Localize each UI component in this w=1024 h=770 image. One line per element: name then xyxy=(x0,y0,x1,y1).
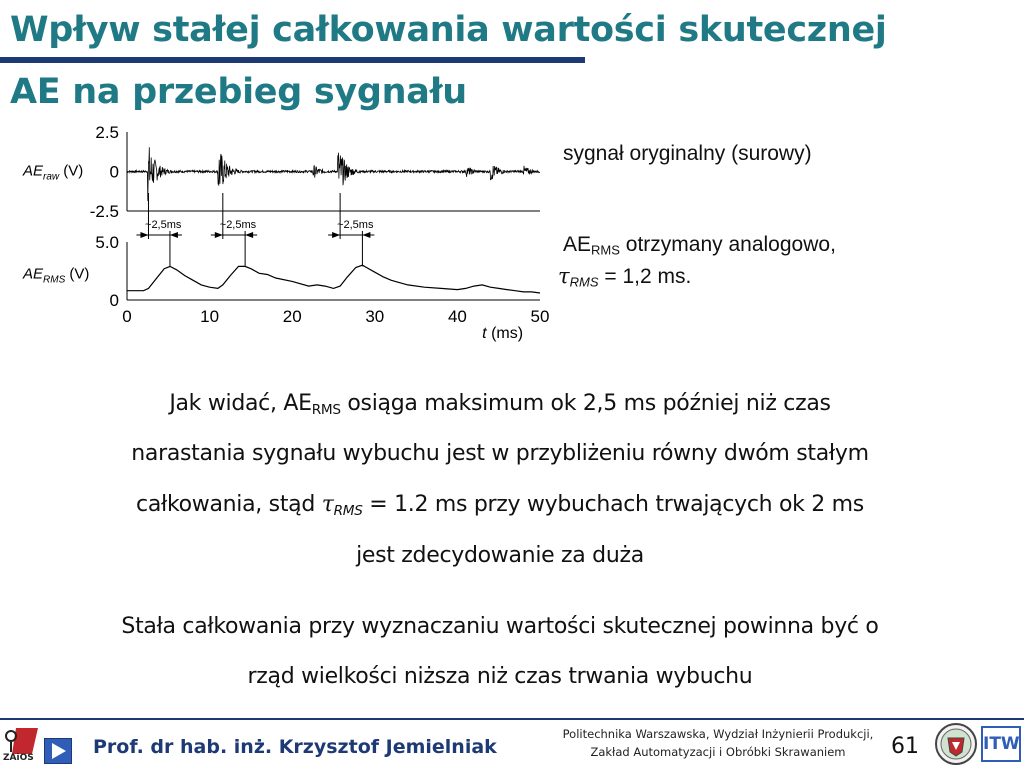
x-tick-label: 50 xyxy=(530,307,550,326)
rms-y-axis-label xyxy=(22,265,89,285)
body-sub-rms: RMS xyxy=(311,401,341,418)
delay-arrow-head xyxy=(215,232,223,238)
body-line-6: rząd wielkości niższa niż czas trwania wybuchu xyxy=(247,664,753,689)
x-label-italic: t xyxy=(482,325,487,342)
itw-logo-text: ITW xyxy=(983,734,1020,754)
tau-sub: RMS xyxy=(569,274,599,290)
body-line-2: narastania sygnału wybuchu jest w przybliżeniu równy dwóm stałym xyxy=(131,441,869,466)
university-emblem-icon xyxy=(934,722,978,766)
play-arrow-icon xyxy=(45,739,71,763)
tau-value: = 1,2 ms. xyxy=(598,265,692,288)
raw-ylabel-unit: (V) xyxy=(59,162,84,180)
raw-signal-panel xyxy=(22,123,540,221)
body-tau-symbol: τ xyxy=(321,492,334,517)
body-text: = 1.2 ms przy wybuchach trwających ok 2 ms xyxy=(362,492,864,517)
rms-y-tick-label: 0 xyxy=(109,291,119,310)
title-underline xyxy=(0,57,585,63)
x-label-unit: (ms) xyxy=(486,325,524,342)
raw-y-tick-label: -2.5 xyxy=(89,202,119,221)
rms-label-sub: RMS xyxy=(591,242,620,258)
x-tick-label: 30 xyxy=(365,307,385,326)
body-sub-rms: RMS xyxy=(333,502,363,519)
raw-ylabel-sub: raw xyxy=(43,171,60,183)
slide-title-line-2: AE na przebieg sygnału xyxy=(10,72,467,112)
rms-label-rest: otrzymany analogowo, xyxy=(619,233,836,256)
body-line-4: jest zdecydowanie za duża xyxy=(356,543,644,568)
institution-line-2: Zakład Automatyzacji i Obróbki Skrawaniem xyxy=(590,745,846,759)
rms-y-tick-label: 5.0 xyxy=(95,233,119,252)
rms-ylabel-main: AE xyxy=(23,265,44,283)
body-line-3 xyxy=(20,492,980,519)
author-name: Prof. dr hab. inż. Krzysztof Jemielniak xyxy=(93,736,497,758)
delay-annotation-label: ~2,5ms xyxy=(337,219,374,231)
rms-signal-panel xyxy=(22,233,549,342)
body-text: całkowania, stąd xyxy=(136,492,322,517)
rms-signal-label xyxy=(563,233,836,258)
institution-line-1: Politechnika Warszawska, Wydział Inżynierii Produkcji, xyxy=(562,727,874,741)
ae-signal-chart xyxy=(0,118,560,348)
rms-ylabel-unit: (V) xyxy=(65,265,90,283)
raw-y-axis-label xyxy=(22,163,83,183)
raw-signal-trace xyxy=(127,147,540,201)
delay-annotation-label: ~2,5ms xyxy=(219,219,257,231)
raw-ylabel-main: AE xyxy=(23,162,44,180)
body-text: osiąga maksimum ok 2,5 ms później niż czas xyxy=(340,391,831,416)
itw-logo xyxy=(981,726,1021,762)
zaios-logo-text: ZAiOS xyxy=(3,753,34,763)
footer-rule xyxy=(0,718,1024,720)
rms-signal-line xyxy=(127,265,540,293)
body-line-5: Stała całkowania przy wyznaczaniu wartości skutecznej powinna być o xyxy=(121,614,879,639)
x-tick-label: 0 xyxy=(122,307,132,326)
page-number: 61 xyxy=(891,734,919,759)
rms-label-main: AE xyxy=(563,233,592,256)
raw-signal-label: sygnał oryginalny (surowy) xyxy=(563,142,812,165)
slide-title-line-1: Wpływ stałej całkowania wartości skutecznej xyxy=(10,10,887,50)
delay-arrow-head xyxy=(362,232,370,238)
zaios-logo xyxy=(2,724,42,766)
x-tick-label: 40 xyxy=(447,307,467,326)
delay-arrow-head xyxy=(332,232,340,238)
rms-tau-label xyxy=(558,264,691,290)
delay-arrow-head xyxy=(245,232,253,238)
delay-arrow-head xyxy=(140,232,148,238)
x-tick-label: 10 xyxy=(200,307,220,326)
rms-ylabel-sub: RMS xyxy=(43,274,66,286)
x-tick-labels xyxy=(122,307,549,326)
nav-next-button[interactable] xyxy=(44,738,72,764)
x-axis-label xyxy=(482,325,523,342)
delay-annotations xyxy=(136,193,374,266)
raw-y-tick-label: 0 xyxy=(109,162,119,182)
tau-symbol: τ xyxy=(558,264,570,288)
x-tick-label: 20 xyxy=(282,307,302,326)
raw-y-tick-label: 2.5 xyxy=(95,123,119,142)
delay-annotation-label: ~2,5ms xyxy=(145,219,182,231)
body-text: Jak widać, AE xyxy=(169,391,312,416)
body-line-1 xyxy=(20,391,980,418)
delay-arrow-head xyxy=(170,232,178,238)
